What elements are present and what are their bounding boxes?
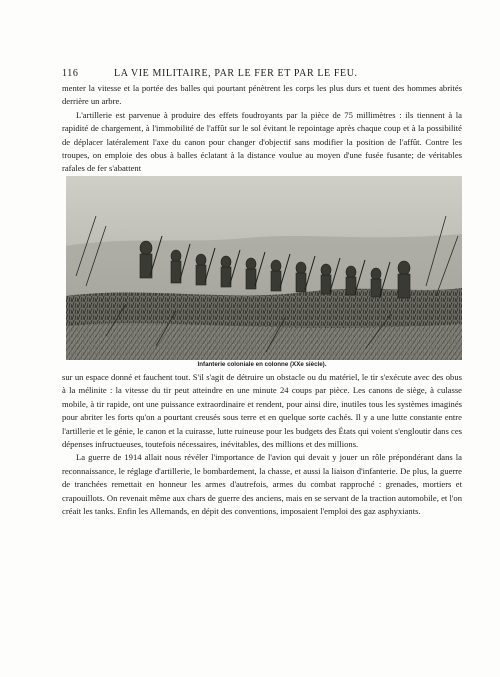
text-block-top [62,82,462,176]
paragraph-artillery: L'artillerie est parvenue à produire des effets foudroyants par la pièce de 75 millimètres : ils tiennent à la rapidité de chargement, à l'immobilité de l'affût sur le sol évitant le repointage après chaque coup et à la possibilité de déplacer latéralement l'axe du canon pour changer d'objectif sans modifier la position de l'affût. Contre les troupes, on emploie des obus à balles éclatant à la distance voulue au moyen d'une fusée fusante; de véritables rafales de fer s'abattent [62,109,462,174]
text-block-bottom [62,371,462,518]
paragraph-continued: menter la vitesse et la portée des balles qui pourtant pénètrent les corps les plus durs et tuent des hommes abrités derrière un arbre. [62,83,462,107]
paragraph-shells: sur un espace donné et fauchent tout. S'il s'agit de détruire un obstacle ou du matériel, le tir s'exécute avec des obus à la mélinite : la vitesse du tir peut atteindre en une minute 24 coups par pièce. Les canons de siège, à culasse mobile, à tir rapide, ont une puissance extraordinaire et rendent, pour ainsi dire, inutiles tous les systèmes imaginés pour abriter les forts qu'on a pourtant creusés sous terre et en quelque sorte cachés. Il y a une lutte constante entre l'artillerie et le génie, le canon et la cuirasse, lutte ruineuse pour les budgets des États qui voient s'engloutir dans ces dépenses infructueuses, toutefois nécessaires, inévitables, des millions et des millions. [62,372,462,450]
running-title: LA VIE MILITAIRE, PAR LE FER ET PAR LE FEU. [114,68,358,79]
engraving-illustration [66,176,462,360]
paragraph-1914: La guerre de 1914 allait nous révéler l'importance de l'avion qui devait y jouer un rôle prépondérant dans la reconnaissance, le réglage d'artillerie, le bombardement, la chasse, et aussi la liaison d'infanterie. De plus, la guerre de tranchées remettait en honneur les armes d'autrefois, armes du combat rapproché : grenades, mortiers et crapouillots. On revenait même aux chars de guerre des anciens, mais en se servant de la traction automobile, et l'on créait les tanks. Enfin les Allemands, en dépit des conventions, imposaient l'emploi des gaz asphyxiants. [62,452,462,517]
infantry-engraving-image [66,176,462,360]
figure-caption: Infanterie coloniale en colonne (XXe siècle). [197,361,327,368]
running-header [62,68,460,82]
page-number: 116 [62,68,79,79]
